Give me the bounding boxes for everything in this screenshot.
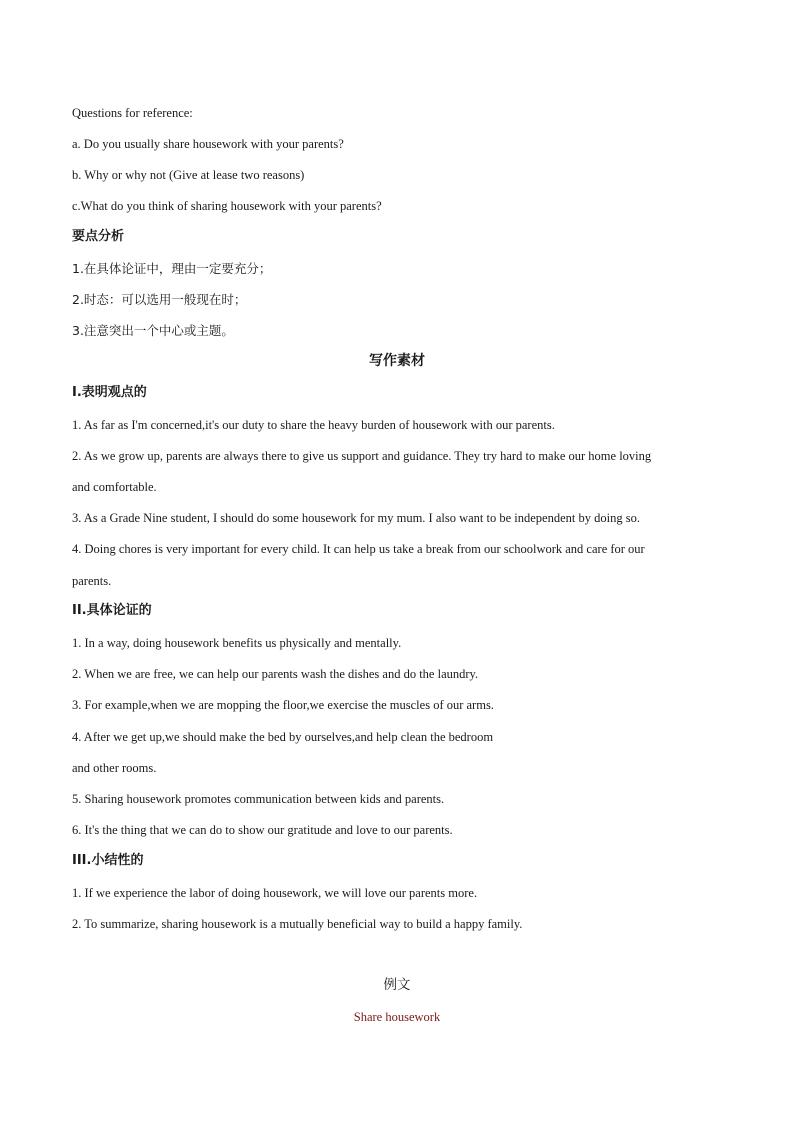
- analysis-item: 1.在具体论证中，理由一定要充分；: [72, 261, 272, 276]
- analysis-item: 2.时态：可以选用一般现在时；: [72, 292, 247, 307]
- section1-line: parents.: [72, 574, 112, 588]
- section3-line: 2. To summarize, sharing housework is a mutually beneficial way to build a happy family.: [72, 917, 523, 931]
- question-b: b. Why or why not (Give at lease two reasons): [72, 168, 305, 182]
- section3-line: 1. If we experience the labor of doing housework, we will love our parents more.: [72, 886, 478, 900]
- example-title: Share housework: [353, 1010, 441, 1024]
- section3-heading: III.小结性的: [72, 853, 144, 868]
- question-a: a. Do you usually share housework with your parents?: [72, 137, 344, 151]
- question-c: c.What do you think of sharing housework with your parents?: [72, 199, 382, 213]
- analysis-item: 3.注意突出一个中心或主题。: [72, 323, 234, 338]
- section2-line: and other rooms.: [72, 761, 157, 775]
- material-title: 写作素材: [369, 353, 425, 369]
- questions-title: Questions for reference:: [72, 106, 193, 120]
- section2-line: 3. For example,when we are mopping the floor,we exercise the muscles of our arms.: [72, 698, 494, 712]
- analysis-heading: 要点分析: [72, 229, 125, 244]
- section1-line: and comfortable.: [72, 480, 157, 494]
- section2-line: 1. In a way, doing housework benefits us physically and mentally.: [72, 636, 402, 650]
- section1-heading: I.表明观点的: [72, 385, 147, 400]
- section2-line: 4. After we get up,we should make the bed by ourselves,and help clean the bedroom: [72, 730, 494, 744]
- section1-line: 4. Doing chores is very important for every child. It can help us take a break from our schoolwork and care for our: [72, 542, 645, 556]
- section2-heading: II.具体论证的: [72, 603, 152, 618]
- section1-line: 3. As a Grade Nine student, I should do some housework for my mum. I also want to be independent by doing so.: [72, 511, 640, 525]
- section2-line: 5. Sharing housework promotes communication between kids and parents.: [72, 792, 445, 806]
- section2-line: 6. It's the thing that we can do to show our gratitude and love to our parents.: [72, 823, 453, 837]
- section1-line: 1. As far as I'm concerned,it's our duty to share the heavy burden of housework with our parents.: [72, 418, 555, 432]
- section2-line: 2. When we are free, we can help our parents wash the dishes and do the laundry.: [72, 667, 479, 681]
- example-label: 例文: [383, 977, 411, 993]
- section1-line: 2. As we grow up, parents are always there to give us support and guidance. They try hard to make our home loving: [72, 449, 652, 463]
